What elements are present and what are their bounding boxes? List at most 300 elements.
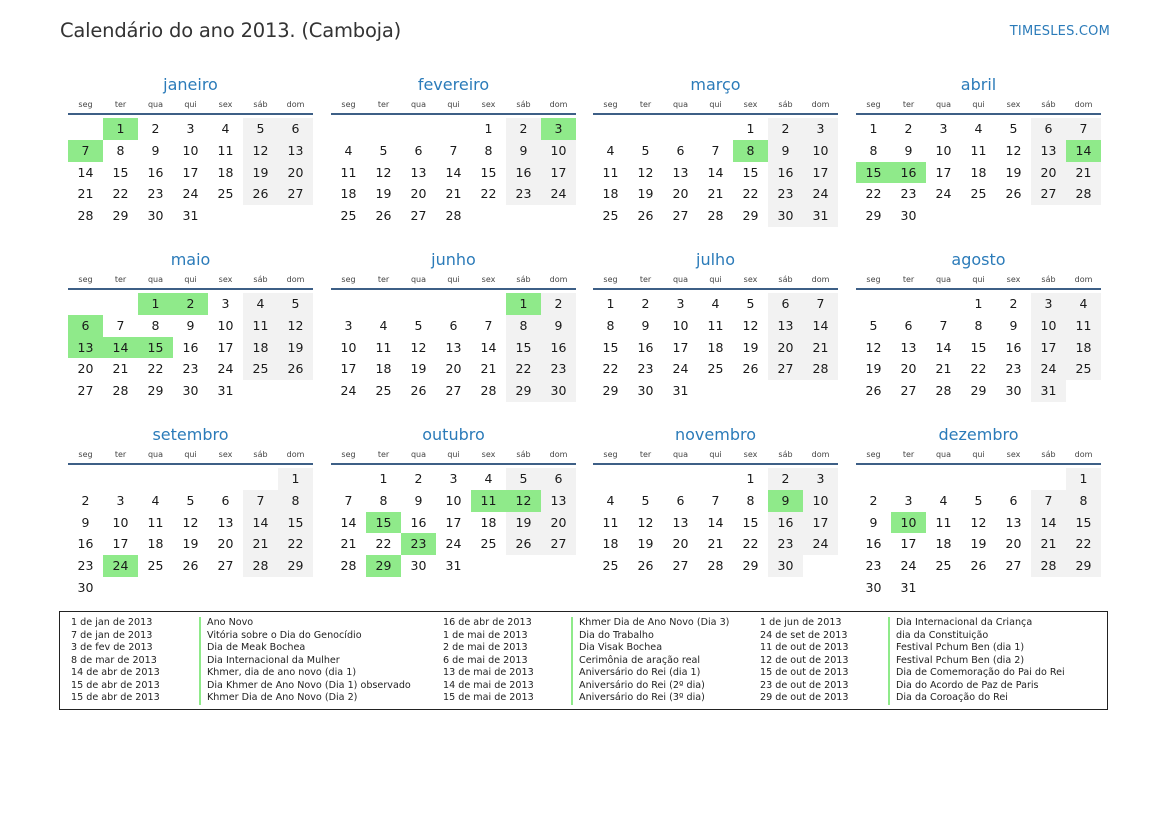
day-cell[interactable]: 2 (1009, 296, 1018, 311)
day-cell[interactable]: 17 (1031, 337, 1066, 359)
day-cell[interactable]: 29 (602, 383, 619, 399)
day-cell[interactable]: 4 (344, 142, 353, 158)
day-cell[interactable]: 15 (742, 164, 759, 180)
day-cell[interactable]: 21 (480, 361, 497, 377)
day-cell[interactable]: 11 (1066, 315, 1101, 337)
day-cell[interactable]: 20 (1005, 536, 1022, 552)
holiday-day-cell[interactable]: 24 (103, 555, 138, 577)
day-cell[interactable]: 16 (768, 512, 803, 534)
day-cell[interactable]: 17 (182, 164, 199, 180)
day-cell[interactable]: 21 (243, 533, 278, 555)
day-cell[interactable]: 24 (541, 183, 576, 205)
day-cell[interactable]: 8 (746, 492, 755, 508)
day-cell[interactable]: 14 (1031, 512, 1066, 534)
day-cell[interactable]: 19 (410, 361, 427, 377)
day-cell[interactable]: 27 (410, 208, 427, 224)
day-cell[interactable]: 14 (803, 315, 838, 337)
day-cell[interactable]: 7 (711, 142, 720, 158)
day-cell[interactable]: 6 (449, 317, 458, 333)
day-cell[interactable]: 17 (217, 339, 234, 355)
day-cell[interactable]: 10 (803, 140, 838, 162)
day-cell[interactable]: 10 (217, 317, 234, 333)
day-cell[interactable]: 2 (414, 471, 423, 486)
day-cell[interactable]: 9 (641, 317, 650, 333)
day-cell[interactable]: 6 (676, 492, 685, 508)
day-cell[interactable]: 3 (221, 296, 230, 311)
day-cell[interactable]: 25 (243, 358, 278, 380)
day-cell[interactable]: 4 (151, 492, 160, 508)
day-cell[interactable]: 15 (1066, 512, 1101, 534)
day-cell[interactable]: 28 (935, 383, 952, 399)
day-cell[interactable]: 8 (606, 317, 615, 333)
day-cell[interactable]: 8 (151, 317, 160, 333)
day-cell[interactable]: 4 (606, 492, 615, 508)
brand-link[interactable]: TIMESLES.COM (1009, 24, 1110, 39)
day-cell[interactable]: 5 (746, 296, 755, 311)
day-cell[interactable]: 28 (707, 558, 724, 574)
day-cell[interactable]: 14 (445, 164, 462, 180)
holiday-day-cell[interactable]: 9 (768, 490, 803, 512)
day-cell[interactable]: 4 (939, 492, 948, 508)
day-cell[interactable]: 2 (641, 296, 650, 311)
day-cell[interactable]: 12 (243, 140, 278, 162)
day-cell[interactable]: 25 (935, 558, 952, 574)
day-cell[interactable]: 22 (742, 186, 759, 202)
day-cell[interactable]: 10 (803, 490, 838, 512)
day-cell[interactable]: 19 (243, 162, 278, 184)
day-cell[interactable]: 7 (939, 317, 948, 333)
day-cell[interactable]: 17 (340, 361, 357, 377)
day-cell[interactable]: 27 (672, 208, 689, 224)
day-cell[interactable]: 18 (480, 514, 497, 530)
day-cell[interactable]: 13 (672, 164, 689, 180)
day-cell[interactable]: 28 (1031, 555, 1066, 577)
day-cell[interactable]: 21 (935, 361, 952, 377)
day-cell[interactable]: 23 (1005, 361, 1022, 377)
day-cell[interactable]: 12 (637, 164, 654, 180)
day-cell[interactable]: 14 (340, 514, 357, 530)
day-cell[interactable]: 30 (768, 555, 803, 577)
day-cell[interactable]: 1 (746, 471, 755, 486)
day-cell[interactable]: 26 (865, 383, 882, 399)
day-cell[interactable]: 15 (970, 339, 987, 355)
day-cell[interactable]: 28 (112, 383, 129, 399)
day-cell[interactable]: 19 (375, 186, 392, 202)
holiday-day-cell[interactable]: 6 (68, 315, 103, 337)
day-cell[interactable]: 9 (81, 514, 90, 530)
day-cell[interactable]: 18 (147, 536, 164, 552)
day-cell[interactable]: 14 (935, 339, 952, 355)
day-cell[interactable]: 11 (147, 514, 164, 530)
day-cell[interactable]: 12 (637, 514, 654, 530)
day-cell[interactable]: 29 (506, 380, 541, 402)
day-cell[interactable]: 10 (935, 142, 952, 158)
day-cell[interactable]: 17 (672, 339, 689, 355)
day-cell[interactable]: 20 (77, 361, 94, 377)
day-cell[interactable]: 3 (449, 471, 458, 486)
day-cell[interactable]: 9 (506, 140, 541, 162)
day-cell[interactable]: 23 (541, 358, 576, 380)
day-cell[interactable]: 4 (1066, 293, 1101, 315)
day-cell[interactable]: 29 (742, 208, 759, 224)
day-cell[interactable]: 13 (278, 140, 313, 162)
day-cell[interactable]: 25 (602, 558, 619, 574)
day-cell[interactable]: 3 (803, 118, 838, 140)
day-cell[interactable]: 24 (1031, 358, 1066, 380)
day-cell[interactable]: 1 (746, 121, 755, 136)
day-cell[interactable]: 4 (606, 142, 615, 158)
day-cell[interactable]: 1 (974, 296, 983, 311)
day-cell[interactable]: 29 (1066, 555, 1101, 577)
day-cell[interactable]: 4 (711, 296, 720, 311)
day-cell[interactable]: 28 (243, 555, 278, 577)
day-cell[interactable]: 2 (541, 293, 576, 315)
holiday-day-cell[interactable]: 1 (138, 293, 173, 315)
day-cell[interactable]: 6 (768, 293, 803, 315)
day-cell[interactable]: 5 (869, 317, 878, 333)
day-cell[interactable]: 19 (637, 186, 654, 202)
day-cell[interactable]: 29 (742, 558, 759, 574)
day-cell[interactable]: 26 (970, 558, 987, 574)
holiday-day-cell[interactable]: 2 (173, 293, 208, 315)
day-cell[interactable]: 8 (278, 490, 313, 512)
day-cell[interactable]: 20 (768, 337, 803, 359)
day-cell[interactable]: 1 (379, 471, 388, 486)
day-cell[interactable]: 18 (970, 164, 987, 180)
day-cell[interactable]: 20 (217, 536, 234, 552)
day-cell[interactable]: 27 (768, 358, 803, 380)
day-cell[interactable]: 23 (637, 361, 654, 377)
day-cell[interactable]: 7 (803, 293, 838, 315)
day-cell[interactable]: 29 (278, 555, 313, 577)
day-cell[interactable]: 15 (742, 514, 759, 530)
day-cell[interactable]: 8 (484, 142, 493, 158)
day-cell[interactable]: 21 (707, 186, 724, 202)
day-cell[interactable]: 6 (414, 142, 423, 158)
day-cell[interactable]: 10 (1031, 315, 1066, 337)
day-cell[interactable]: 6 (221, 492, 230, 508)
holiday-day-cell[interactable]: 10 (891, 512, 926, 534)
day-cell[interactable]: 7 (484, 317, 493, 333)
day-cell[interactable]: 13 (541, 490, 576, 512)
day-cell[interactable]: 25 (707, 361, 724, 377)
day-cell[interactable]: 6 (676, 142, 685, 158)
day-cell[interactable]: 26 (637, 208, 654, 224)
day-cell[interactable]: 28 (445, 208, 462, 224)
day-cell[interactable]: 18 (375, 361, 392, 377)
day-cell[interactable]: 2 (506, 118, 541, 140)
day-cell[interactable]: 25 (340, 208, 357, 224)
day-cell[interactable]: 16 (865, 536, 882, 552)
day-cell[interactable]: 25 (375, 383, 392, 399)
day-cell[interactable]: 17 (900, 536, 917, 552)
day-cell[interactable]: 27 (1005, 558, 1022, 574)
day-cell[interactable]: 11 (602, 164, 619, 180)
day-cell[interactable]: 22 (970, 361, 987, 377)
day-cell[interactable]: 25 (1066, 358, 1101, 380)
day-cell[interactable]: 24 (803, 183, 838, 205)
day-cell[interactable]: 30 (900, 208, 917, 224)
day-cell[interactable]: 9 (904, 142, 913, 158)
holiday-day-cell[interactable]: 1 (506, 293, 541, 315)
day-cell[interactable]: 20 (541, 512, 576, 534)
day-cell[interactable]: 30 (541, 380, 576, 402)
day-cell[interactable]: 9 (186, 317, 195, 333)
day-cell[interactable]: 16 (77, 536, 94, 552)
day-cell[interactable]: 31 (900, 579, 917, 595)
day-cell[interactable]: 30 (637, 383, 654, 399)
day-cell[interactable]: 10 (340, 339, 357, 355)
day-cell[interactable]: 12 (742, 317, 759, 333)
day-cell[interactable]: 14 (707, 514, 724, 530)
day-cell[interactable]: 2 (151, 121, 160, 136)
day-cell[interactable]: 24 (803, 533, 838, 555)
day-cell[interactable]: 11 (602, 514, 619, 530)
day-cell[interactable]: 24 (935, 186, 952, 202)
day-cell[interactable]: 13 (1005, 514, 1022, 530)
day-cell[interactable]: 2 (768, 468, 803, 490)
day-cell[interactable]: 16 (506, 162, 541, 184)
day-cell[interactable]: 13 (768, 315, 803, 337)
day-cell[interactable]: 21 (340, 536, 357, 552)
day-cell[interactable]: 31 (217, 383, 234, 399)
day-cell[interactable]: 1 (278, 468, 313, 490)
day-cell[interactable]: 24 (900, 558, 917, 574)
day-cell[interactable]: 11 (707, 317, 724, 333)
day-cell[interactable]: 13 (445, 339, 462, 355)
day-cell[interactable]: 16 (768, 162, 803, 184)
holiday-day-cell[interactable]: 13 (68, 337, 103, 359)
day-cell[interactable]: 19 (970, 536, 987, 552)
holiday-day-cell[interactable]: 14 (1066, 140, 1101, 162)
day-cell[interactable]: 19 (278, 337, 313, 359)
holiday-day-cell[interactable]: 12 (506, 490, 541, 512)
day-cell[interactable]: 18 (602, 186, 619, 202)
day-cell[interactable]: 27 (900, 383, 917, 399)
day-cell[interactable]: 3 (186, 121, 195, 136)
day-cell[interactable]: 7 (116, 317, 125, 333)
day-cell[interactable]: 4 (379, 317, 388, 333)
holiday-day-cell[interactable]: 11 (471, 490, 506, 512)
day-cell[interactable]: 22 (278, 533, 313, 555)
day-cell[interactable]: 25 (217, 186, 234, 202)
day-cell[interactable]: 1 (869, 121, 878, 136)
day-cell[interactable]: 6 (1031, 118, 1066, 140)
day-cell[interactable]: 18 (340, 186, 357, 202)
day-cell[interactable]: 12 (182, 514, 199, 530)
day-cell[interactable]: 23 (147, 186, 164, 202)
day-cell[interactable]: 19 (865, 361, 882, 377)
day-cell[interactable]: 25 (602, 208, 619, 224)
day-cell[interactable]: 17 (112, 536, 129, 552)
day-cell[interactable]: 28 (803, 358, 838, 380)
day-cell[interactable]: 14 (707, 164, 724, 180)
day-cell[interactable]: 30 (182, 383, 199, 399)
day-cell[interactable]: 27 (541, 533, 576, 555)
day-cell[interactable]: 13 (410, 164, 427, 180)
day-cell[interactable]: 28 (707, 208, 724, 224)
holiday-day-cell[interactable]: 29 (366, 555, 401, 577)
day-cell[interactable]: 24 (340, 383, 357, 399)
day-cell[interactable]: 13 (217, 514, 234, 530)
day-cell[interactable]: 13 (900, 339, 917, 355)
day-cell[interactable]: 17 (445, 514, 462, 530)
day-cell[interactable]: 3 (116, 492, 125, 508)
day-cell[interactable]: 1 (484, 121, 493, 136)
day-cell[interactable]: 30 (410, 558, 427, 574)
day-cell[interactable]: 23 (768, 533, 803, 555)
day-cell[interactable]: 18 (1066, 337, 1101, 359)
day-cell[interactable]: 22 (506, 358, 541, 380)
day-cell[interactable]: 20 (672, 186, 689, 202)
day-cell[interactable]: 5 (974, 492, 983, 508)
day-cell[interactable]: 9 (1009, 317, 1018, 333)
day-cell[interactable]: 21 (1066, 162, 1101, 184)
day-cell[interactable]: 9 (869, 514, 878, 530)
holiday-day-cell[interactable]: 15 (856, 162, 891, 184)
holiday-day-cell[interactable]: 15 (138, 337, 173, 359)
day-cell[interactable]: 17 (803, 512, 838, 534)
day-cell[interactable]: 22 (742, 536, 759, 552)
day-cell[interactable]: 4 (243, 293, 278, 315)
day-cell[interactable]: 19 (1005, 164, 1022, 180)
day-cell[interactable]: 19 (182, 536, 199, 552)
holiday-day-cell[interactable]: 3 (541, 118, 576, 140)
day-cell[interactable]: 15 (480, 164, 497, 180)
day-cell[interactable]: 24 (217, 361, 234, 377)
holiday-day-cell[interactable]: 8 (733, 140, 768, 162)
day-cell[interactable]: 5 (379, 142, 388, 158)
day-cell[interactable]: 2 (869, 492, 878, 508)
day-cell[interactable]: 15 (112, 164, 129, 180)
day-cell[interactable]: 4 (221, 121, 230, 136)
day-cell[interactable]: 31 (672, 383, 689, 399)
day-cell[interactable]: 20 (278, 162, 313, 184)
day-cell[interactable]: 3 (344, 317, 353, 333)
holiday-day-cell[interactable]: 16 (891, 162, 926, 184)
day-cell[interactable]: 26 (375, 208, 392, 224)
day-cell[interactable]: 2 (81, 492, 90, 508)
day-cell[interactable]: 6 (1009, 492, 1018, 508)
day-cell[interactable]: 29 (865, 208, 882, 224)
day-cell[interactable]: 7 (1031, 490, 1066, 512)
day-cell[interactable]: 23 (768, 183, 803, 205)
day-cell[interactable]: 5 (243, 118, 278, 140)
day-cell[interactable]: 4 (484, 471, 493, 486)
day-cell[interactable]: 25 (147, 558, 164, 574)
day-cell[interactable]: 3 (904, 492, 913, 508)
day-cell[interactable]: 23 (77, 558, 94, 574)
day-cell[interactable]: 9 (768, 140, 803, 162)
day-cell[interactable]: 8 (506, 315, 541, 337)
day-cell[interactable]: 5 (186, 492, 195, 508)
day-cell[interactable]: 24 (182, 186, 199, 202)
day-cell[interactable]: 21 (112, 361, 129, 377)
day-cell[interactable]: 17 (803, 162, 838, 184)
day-cell[interactable]: 22 (602, 361, 619, 377)
day-cell[interactable]: 8 (116, 142, 125, 158)
day-cell[interactable]: 30 (768, 205, 803, 227)
day-cell[interactable]: 20 (445, 361, 462, 377)
day-cell[interactable]: 10 (541, 140, 576, 162)
day-cell[interactable]: 9 (541, 315, 576, 337)
day-cell[interactable]: 5 (278, 293, 313, 315)
day-cell[interactable]: 7 (344, 492, 353, 508)
day-cell[interactable]: 4 (974, 121, 983, 136)
day-cell[interactable]: 5 (641, 492, 650, 508)
day-cell[interactable]: 23 (865, 558, 882, 574)
day-cell[interactable]: 6 (278, 118, 313, 140)
day-cell[interactable]: 3 (939, 121, 948, 136)
day-cell[interactable]: 3 (1031, 293, 1066, 315)
day-cell[interactable]: 29 (112, 208, 129, 224)
day-cell[interactable]: 26 (1005, 186, 1022, 202)
day-cell[interactable]: 12 (278, 315, 313, 337)
day-cell[interactable]: 22 (112, 186, 129, 202)
day-cell[interactable]: 12 (970, 514, 987, 530)
day-cell[interactable]: 21 (803, 337, 838, 359)
day-cell[interactable]: 25 (480, 536, 497, 552)
day-cell[interactable]: 10 (182, 142, 199, 158)
day-cell[interactable]: 10 (445, 492, 462, 508)
day-cell[interactable]: 24 (445, 536, 462, 552)
day-cell[interactable]: 24 (672, 361, 689, 377)
day-cell[interactable]: 8 (974, 317, 983, 333)
holiday-day-cell[interactable]: 7 (68, 140, 103, 162)
day-cell[interactable]: 21 (1031, 533, 1066, 555)
day-cell[interactable]: 29 (970, 383, 987, 399)
day-cell[interactable]: 1 (1066, 468, 1101, 490)
day-cell[interactable]: 6 (541, 468, 576, 490)
day-cell[interactable]: 20 (900, 361, 917, 377)
day-cell[interactable]: 8 (379, 492, 388, 508)
day-cell[interactable]: 22 (865, 186, 882, 202)
day-cell[interactable]: 5 (641, 142, 650, 158)
day-cell[interactable]: 25 (970, 186, 987, 202)
day-cell[interactable]: 9 (414, 492, 423, 508)
day-cell[interactable]: 5 (1009, 121, 1018, 136)
day-cell[interactable]: 23 (182, 361, 199, 377)
day-cell[interactable]: 15 (506, 337, 541, 359)
day-cell[interactable]: 22 (147, 361, 164, 377)
day-cell[interactable]: 13 (1031, 140, 1066, 162)
day-cell[interactable]: 27 (77, 383, 94, 399)
day-cell[interactable]: 21 (707, 536, 724, 552)
day-cell[interactable]: 8 (1066, 490, 1101, 512)
day-cell[interactable]: 10 (672, 317, 689, 333)
day-cell[interactable]: 16 (410, 514, 427, 530)
day-cell[interactable]: 15 (278, 512, 313, 534)
day-cell[interactable]: 30 (1005, 383, 1022, 399)
day-cell[interactable]: 30 (865, 579, 882, 595)
day-cell[interactable]: 15 (602, 339, 619, 355)
day-cell[interactable]: 12 (410, 339, 427, 355)
day-cell[interactable]: 9 (151, 142, 160, 158)
day-cell[interactable]: 18 (602, 536, 619, 552)
day-cell[interactable]: 11 (243, 315, 278, 337)
day-cell[interactable]: 28 (340, 558, 357, 574)
day-cell[interactable]: 27 (278, 183, 313, 205)
day-cell[interactable]: 7 (711, 492, 720, 508)
day-cell[interactable]: 17 (541, 162, 576, 184)
day-cell[interactable]: 12 (1005, 142, 1022, 158)
holiday-day-cell[interactable]: 15 (366, 512, 401, 534)
day-cell[interactable]: 31 (445, 558, 462, 574)
day-cell[interactable]: 11 (217, 142, 234, 158)
day-cell[interactable]: 16 (1005, 339, 1022, 355)
day-cell[interactable]: 31 (1031, 380, 1066, 402)
day-cell[interactable]: 11 (935, 514, 952, 530)
